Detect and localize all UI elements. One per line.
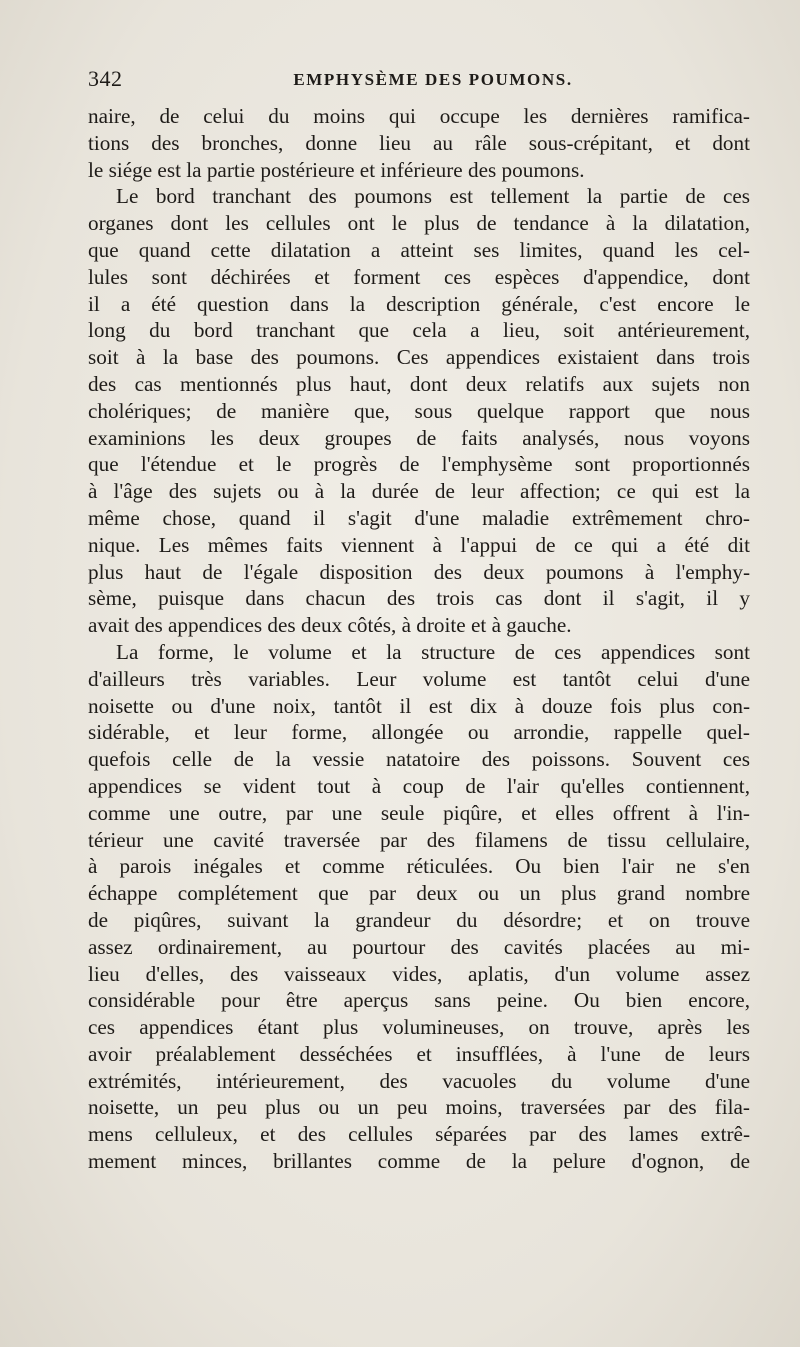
text-line: La forme, le volume et la structure de ces appendices sont — [116, 639, 750, 664]
text-line: organes dont les cellules ont le plus de tendance à la dilatation, — [88, 211, 750, 236]
text-line: examinions les deux groupes de faits analysés, nous voyons — [88, 425, 750, 450]
text-line: plus haut de l'égale disposition des deux poumons à l'emphy- — [88, 559, 750, 584]
text-line: même chose, quand il s'agit d'une maladie extrêmement chro- — [88, 505, 750, 530]
text-line: échappe complétement que par deux ou un plus grand nombre — [88, 881, 750, 906]
text-line: long du bord tranchant que cela a lieu, soit antérieurement, — [88, 318, 750, 343]
text-line: que quand cette dilatation a atteint ses limites, quand les cel- — [88, 237, 750, 262]
text-line: appendices se vident tout à coup de l'air qu'elles contiennent, — [88, 773, 750, 798]
text-line: il a été question dans la description générale, c'est encore le — [88, 291, 750, 316]
text-line: naire, de celui du moins qui occupe les dernières ramifica- — [88, 104, 750, 128]
text-line: sidérable, et leur forme, allongée ou arrondie, rappelle quel- — [88, 720, 750, 745]
text-line: lules sont déchirées et forment ces espèces d'appendice, dont — [88, 264, 750, 289]
text-line: térieur une cavité traversée par des filamens de tissu cellulaire, — [88, 827, 750, 852]
page-header — [88, 66, 748, 100]
text-line: Le bord tranchant des poumons est tellement la partie de ces — [116, 184, 750, 209]
text-line: quefois celle de la vessie natatoire des poissons. Souvent ces — [88, 747, 750, 772]
text-line: que l'étendue et le progrès de l'emphysème sont proportionnés — [88, 452, 750, 477]
text-line: d'ailleurs très variables. Leur volume est tantôt celui d'une — [88, 666, 750, 691]
text-line: ces appendices étant plus volumineuses, on trouve, après les — [88, 1015, 750, 1040]
text-line: soit à la base des poumons. Ces appendices existaient dans trois — [88, 345, 750, 370]
text-line: avait des appendices des deux côtés, à droite et à gauche. — [88, 613, 572, 638]
text-line: noisette, un peu plus ou un peu moins, traversées par des fila- — [88, 1095, 750, 1120]
text-line: lieu d'elles, des vaisseaux vides, aplatis, d'un volume assez — [88, 961, 750, 986]
text-line: noisette ou d'une noix, tantôt il est dix à douze fois plus con- — [88, 693, 750, 718]
text-line: à parois inégales et comme réticulées. Ou bien l'air ne s'en — [88, 854, 750, 879]
text-line: considérable pour être aperçus sans peine. Ou bien encore, — [88, 988, 750, 1013]
text-line: nique. Les mêmes faits viennent à l'appui de ce qui a été dit — [88, 532, 750, 557]
text-line: de piqûres, suivant la grandeur du désordre; et on trouve — [88, 907, 750, 932]
page-number: 342 — [88, 66, 123, 91]
text-line: à l'âge des sujets ou à la durée de leur affection; ce qui est la — [88, 479, 750, 504]
text-line: le siége est la partie postérieure et inférieure des poumons. — [88, 157, 585, 182]
text-line: mement minces, brillantes comme de la pelure d'ognon, de — [88, 1149, 750, 1174]
text-line: assez ordinairement, au pourtour des cavités placées au mi- — [88, 934, 750, 959]
text-line: tions des bronches, donne lieu au râle sous-crépitant, et dont — [88, 130, 750, 155]
text-line: sème, puisque dans chacun des trois cas dont il s'agit, il y — [88, 586, 750, 611]
text-line: extrémités, intérieurement, des vacuoles du volume d'une — [88, 1068, 750, 1093]
running-title: EMPHYSÈME DES POUMONS. — [293, 70, 573, 89]
text-line: comme une outre, par une seule piqûre, et elles offrent à l'in- — [88, 800, 750, 825]
text-line: avoir préalablement desséchées et insufflées, à l'une de leurs — [88, 1041, 750, 1066]
text-line: cholériques; de manière que, sous quelque rapport que nous — [88, 398, 750, 423]
text-line: des cas mentionnés plus haut, dont deux relatifs aux sujets non — [88, 371, 750, 396]
body-text — [88, 103, 750, 1175]
text-line: mens celluleux, et des cellules séparées par des lames extrê- — [88, 1122, 750, 1147]
